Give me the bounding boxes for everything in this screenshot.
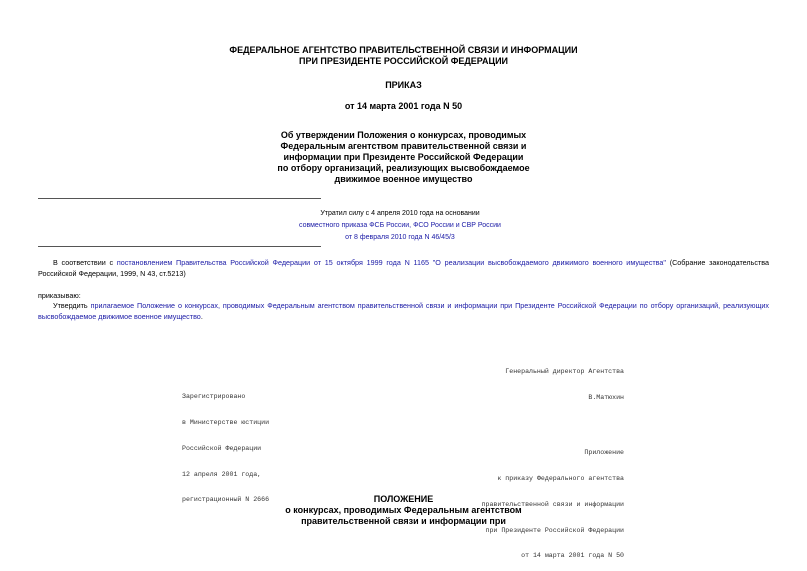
appendix-line: при Президенте Российской Федерации [485, 526, 624, 534]
preamble-prefix: В соответствии с [53, 258, 117, 267]
divider-top [38, 198, 321, 199]
document-title [0, 130, 807, 185]
order-word: приказываю: [38, 291, 81, 300]
preamble-suffix: (Собрание законодательства Российской Федерации, 1999, N 43, ст.5213) [38, 258, 769, 278]
government-decree-link[interactable]: постановлением Правительства Российской Федерации от 15 октября 1999 года N 1165 "О реализации высвобождаемого движимого военного имущества" [116, 258, 666, 267]
registration-line: 12 апреля 2001 года, [182, 470, 262, 478]
approve-paragraph [38, 301, 769, 322]
signature-name: В.Матюхин [588, 393, 624, 401]
title-line: движимое военное имущество [334, 174, 473, 184]
repeal-order-link[interactable]: совместного приказа ФСБ России, ФСО России и СВР России [299, 222, 501, 229]
title-line: Об утверждении Положения о конкурсах, проводимых [280, 130, 527, 140]
registration-block [182, 376, 269, 514]
appendix-line: к приказу Федерального агентства [497, 474, 624, 482]
status-note [280, 208, 520, 244]
status-note-text: Утратил силу с 4 апреля 2010 года на основании [320, 210, 480, 217]
document-date: от 14 марта 2001 года N 50 [344, 101, 463, 111]
registration-line: Российской Федерации [182, 444, 262, 452]
appendix-line: от 14 марта 2001 года N 50 [521, 552, 624, 560]
title-line: Федеральным агентством правительственной связи и [280, 141, 527, 151]
registration-line: регистрационный N 2666 [182, 496, 270, 504]
approve-prefix: Утвердить [53, 301, 91, 310]
signature-block [420, 351, 624, 411]
repeal-order-date-link[interactable]: от 8 февраля 2010 года N 46/45/3 [345, 234, 455, 241]
document-type: ПРИКАЗ [385, 80, 422, 90]
appendix-line: правительственной связи и информации [481, 500, 624, 508]
registration-line: Зарегистрировано [182, 393, 246, 401]
signature-position: Генеральный директор Агентства [505, 368, 624, 376]
divider-bottom [38, 246, 321, 247]
agency-name-line2: ПРИ ПРЕЗИДЕНТЕ РОССИЙСКОЙ ФЕДЕРАЦИИ [298, 56, 509, 66]
appendix-line: Приложение [584, 449, 624, 457]
regulation-subtitle-line1: о конкурсах, проводимых Федеральным агентством [285, 505, 522, 515]
agency-name-line1: ФЕДЕРАЛЬНОЕ АГЕНТСТВО ПРАВИТЕЛЬСТВЕННОЙ СВЯЗИ И ИНФОРМАЦИИ [229, 45, 578, 55]
regulation-link[interactable]: прилагаемое Положение о конкурсах, проводимых Федеральным агентством правительственной связи и информации при Президенте Российской Федерации по отбору организаций, реализующих высвобождаемое движимое военное имущество [38, 301, 769, 321]
registration-line: в Министерстве юстиции [182, 418, 270, 426]
title-line: информации при Президенте Российской Федерации [283, 152, 524, 162]
approve-suffix: . [200, 311, 203, 321]
title-line: по отбору организаций, реализующих высвобождаемое [277, 163, 530, 173]
preamble-paragraph [38, 258, 769, 279]
regulation-heading: ПОЛОЖЕНИЕ [373, 494, 434, 504]
regulation-subtitle-line2: правительственной связи и информации при [301, 516, 506, 526]
